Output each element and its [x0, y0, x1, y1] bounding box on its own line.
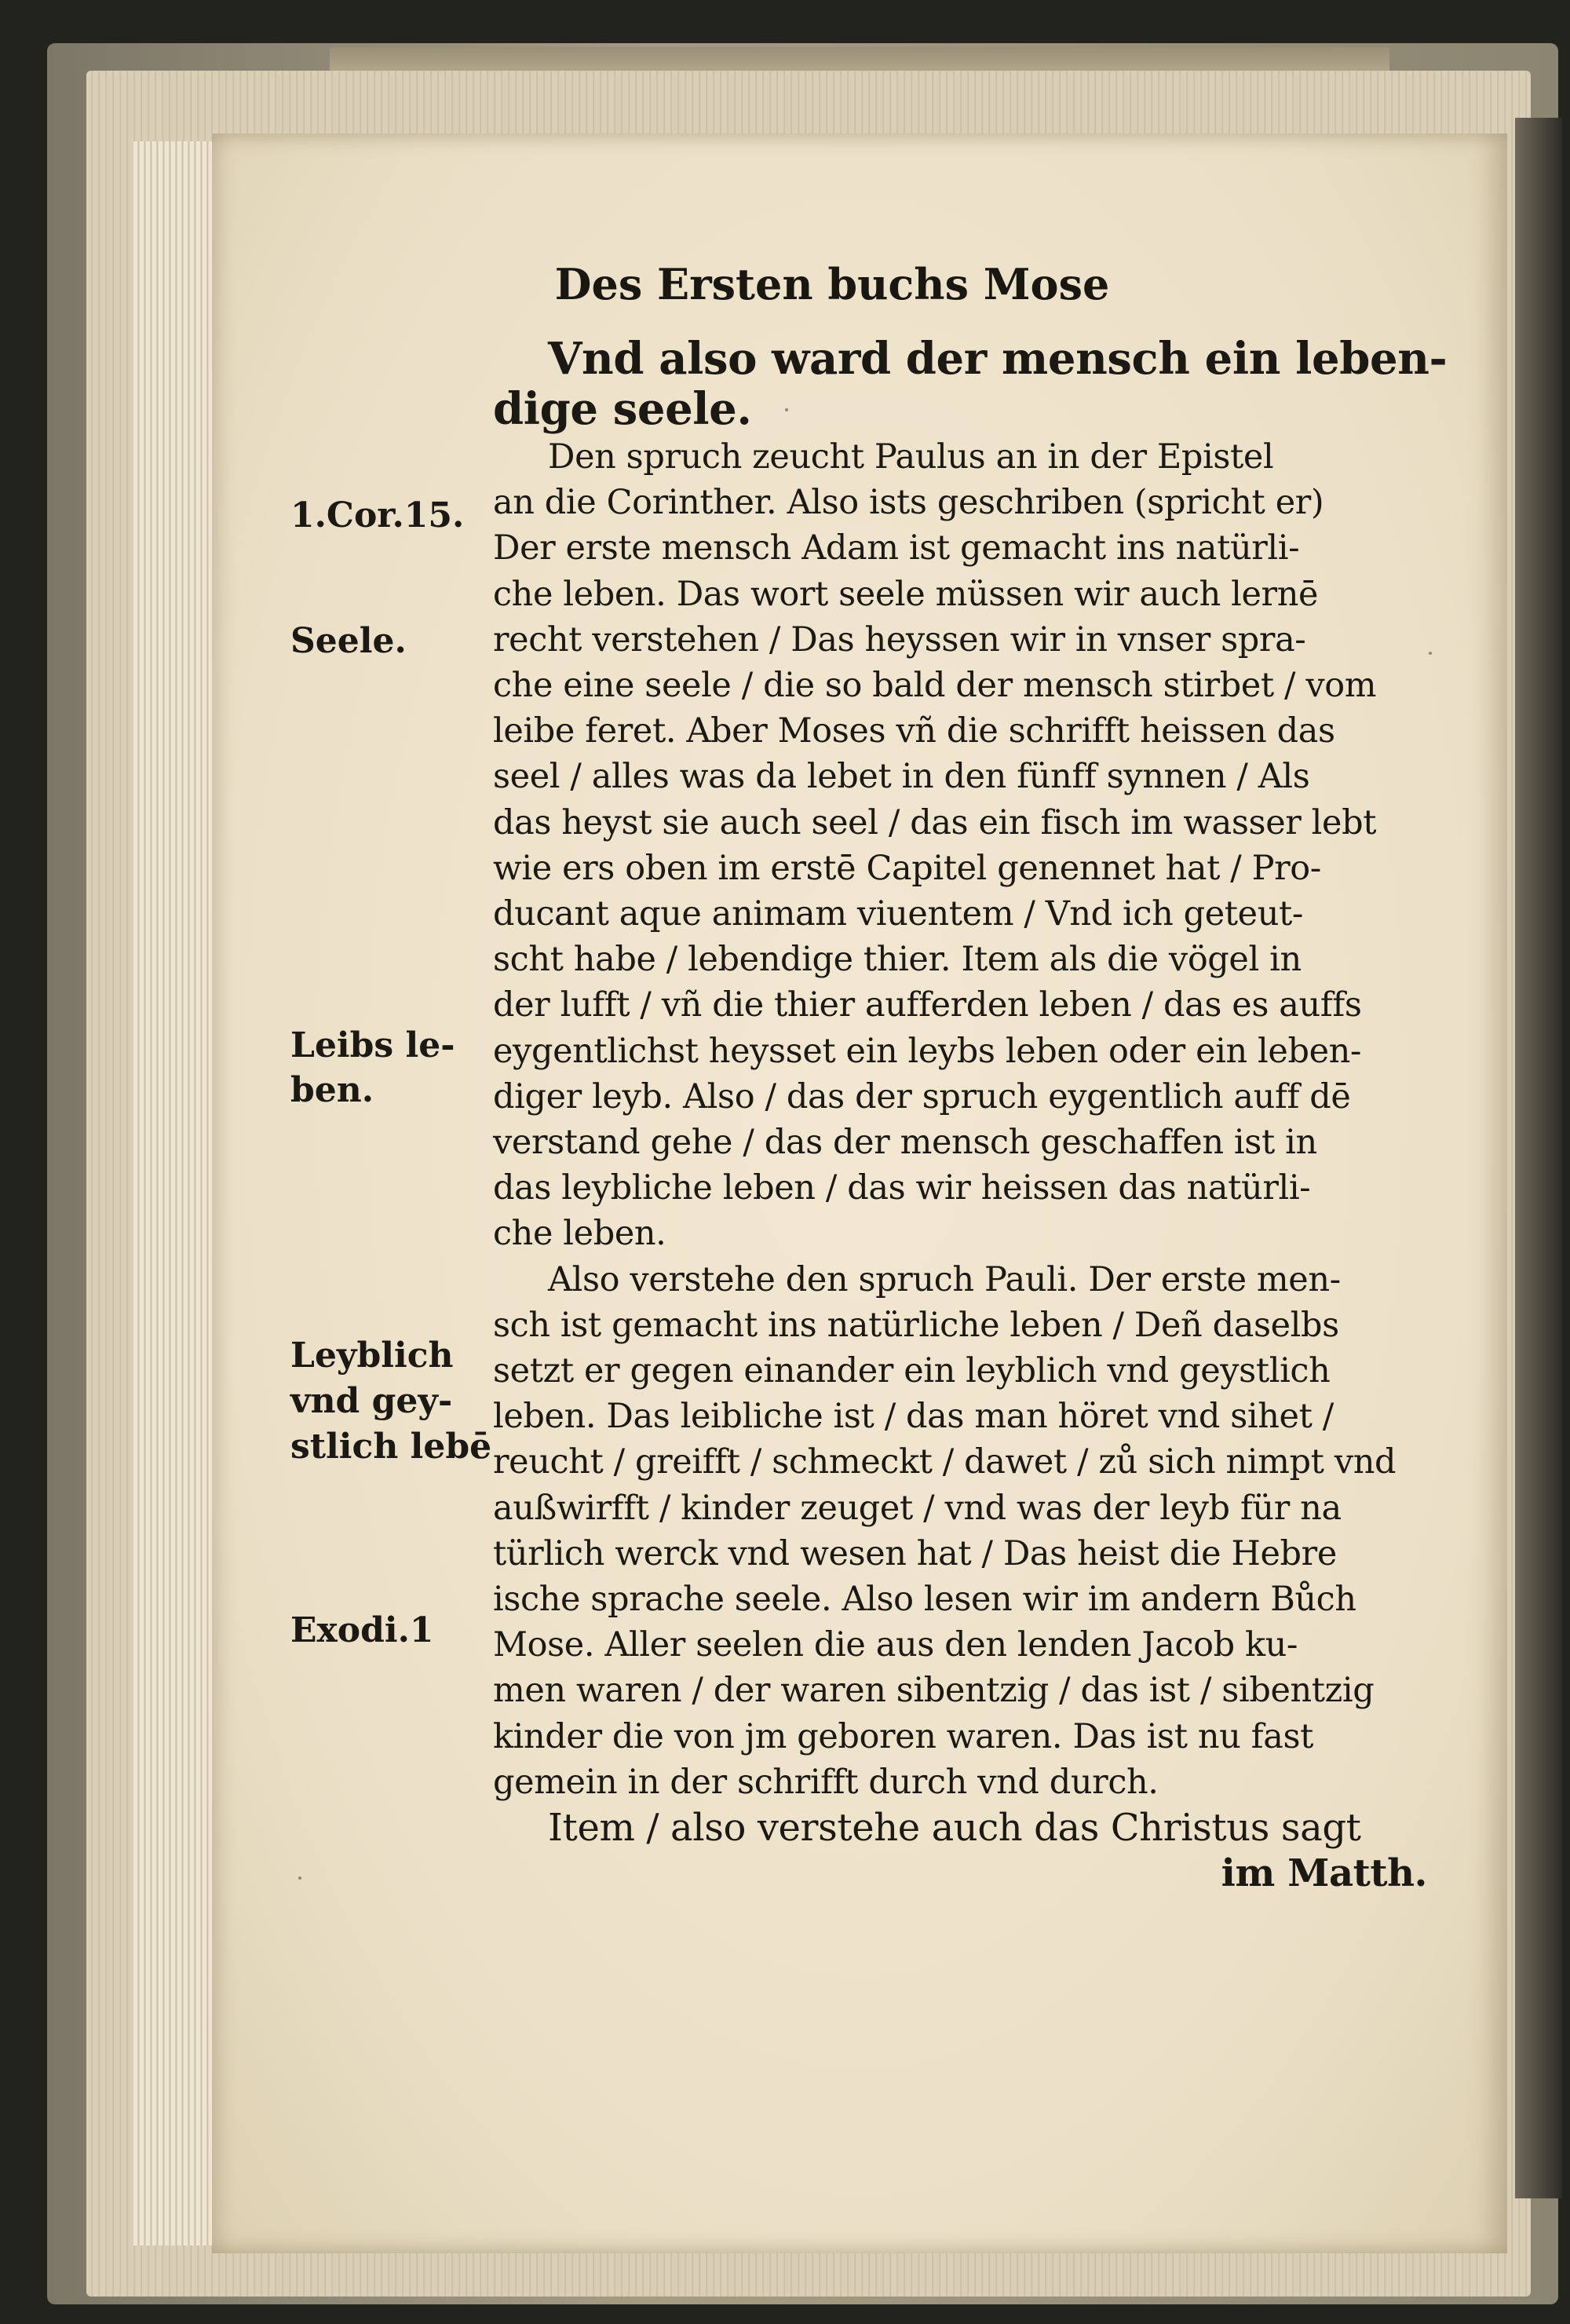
- text-line: che eine seele / die so bald der mensch stirbet / vom: [493, 666, 1377, 706]
- running-header: Des Ersten buchs Mose: [554, 259, 1110, 309]
- text-line: kinder die von jm geboren waren. Das ist nu fast: [493, 1716, 1314, 1756]
- text-line: gemein in der schrifft durch vnd durch.: [493, 1762, 1159, 1802]
- margin-note: Leyblich: [290, 1336, 454, 1376]
- margin-note: Leibs le-: [290, 1025, 455, 1065]
- text-line: wie ers oben im erstē Capitel genennet hat / Pro-: [493, 848, 1321, 888]
- paragraph-1: [493, 434, 1427, 1257]
- text-line: an die Corinther. Also ists geschriben (spricht er): [493, 483, 1324, 523]
- text-line: ische sprache seele. Also lesen wir im andern Bůch: [493, 1580, 1356, 1620]
- text-line: leibe feret. Aber Moses vñ die schrifft heissen das: [493, 711, 1335, 751]
- text-line: che leben.: [493, 1214, 666, 1254]
- paragraph-2: [493, 1257, 1427, 1805]
- text-line: Also verstehe den spruch Pauli. Der erste men-: [548, 1259, 1341, 1299]
- text-line: dige seele.: [493, 383, 752, 435]
- facing-page-edge: [1515, 118, 1562, 2198]
- text-line: das heyst sie auch seel / das ein fisch im wasser lebt: [493, 802, 1377, 842]
- margin-note: vnd gey-: [290, 1381, 453, 1421]
- text-line: das leybliche leben / das wir heissen das natürli-: [493, 1168, 1311, 1208]
- text-line: setzt er gegen einander ein leyblich vnd geystlich: [493, 1351, 1331, 1391]
- ink-speck: [298, 1876, 301, 1880]
- text-line: men waren / der waren sibentzig / das ist / sibentzig: [493, 1671, 1375, 1711]
- text-line: Der erste mensch Adam ist gemacht ins natürli-: [493, 528, 1300, 568]
- text-line: türlich werck vnd wesen hat / Das heist die Hebre: [493, 1533, 1337, 1573]
- text-line: sch ist gemacht ins natürliche leben / Deñ daselbs: [493, 1305, 1339, 1345]
- text-line: reucht / greifft / schmeckt / dawet / zů sich nimpt vnd: [493, 1442, 1397, 1482]
- paragraph-3: [493, 1805, 1427, 1851]
- margin-note: 1.Cor.15.: [290, 495, 465, 535]
- ink-speck: [785, 408, 788, 411]
- text-line: Mose. Aller seelen die aus den lenden Jacob ku-: [493, 1625, 1298, 1665]
- text-line: Item / also verstehe auch das Christus sagt: [548, 1806, 1361, 1851]
- main-text-block: [493, 333, 1448, 1897]
- text-line: seel / alles was da lebet in den fünff synnen / Als: [493, 757, 1310, 797]
- margin-note: Seele.: [290, 621, 407, 661]
- text-line: che leben. Das wort seele müssen wir auch lernē: [493, 574, 1319, 614]
- text-line: der lufft / vñ die thier aufferden leben / das es auffs: [493, 985, 1362, 1025]
- catchword: im Matth.: [1221, 1851, 1427, 1896]
- text-line: Den spruch zeucht Paulus an in der Epistel: [548, 437, 1274, 477]
- text-line: scht habe / lebendige thier. Item als die vögel in: [493, 940, 1302, 980]
- margin-note: Exodi.1: [290, 1610, 434, 1650]
- margin-note: ben.: [290, 1070, 374, 1110]
- text-line: eygentlichst heysset ein leybs leben oder ein leben-: [493, 1031, 1362, 1071]
- text-line: diger leyb. Also / das der spruch eygentlich auff dē: [493, 1076, 1351, 1116]
- margin-note: stlich lebē: [290, 1427, 492, 1467]
- text-line: außwirfft / kinder zeuget / vnd was der leyb für na: [493, 1488, 1342, 1528]
- opening-verse: [493, 333, 1448, 435]
- text-line: recht verstehen / Das heyssen wir in vnser spra-: [493, 619, 1306, 660]
- text-line: Vnd also ward der mensch ein leben-: [548, 333, 1448, 385]
- text-line: leben. Das leibliche ist / das man höret vnd sihet /: [493, 1397, 1334, 1437]
- ink-speck: [1429, 652, 1432, 655]
- text-line: verstand gehe / das der mensch geschaffen ist in: [493, 1123, 1317, 1163]
- text-line: ducant aque animam viuentem / Vnd ich geteut-: [493, 894, 1304, 934]
